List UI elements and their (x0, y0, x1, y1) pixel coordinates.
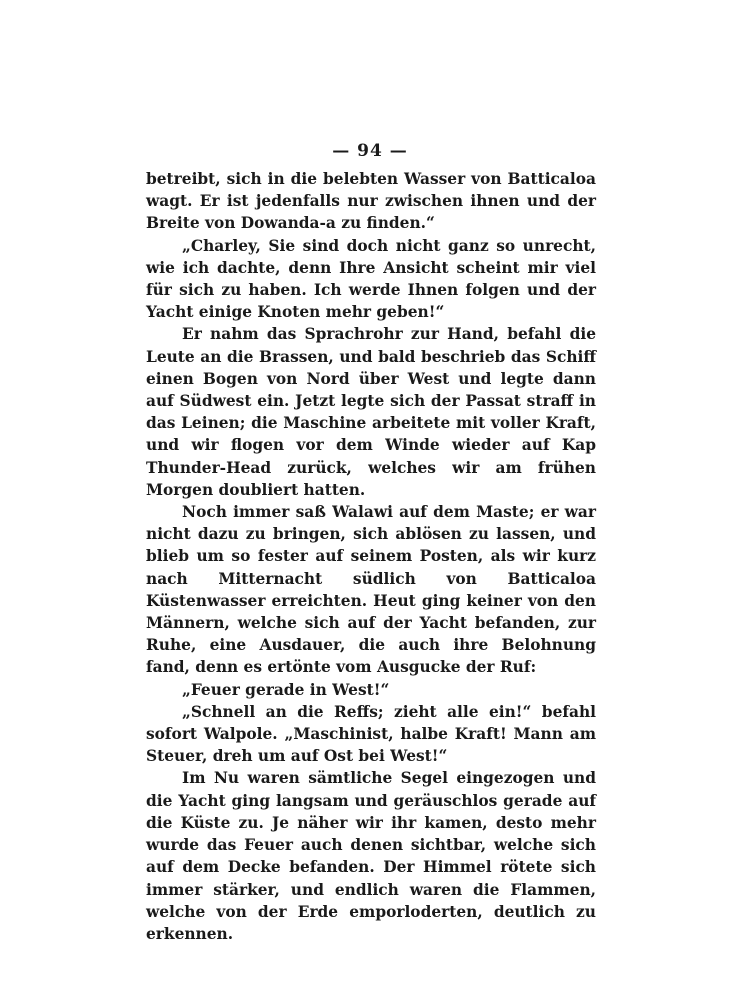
paragraph: Noch immer saß Walawi auf dem Maste; er war nicht dazu zu bringen, sich ablösen zu lassen, und blieb um so fester auf seinem Posten, als wir kurz nach Mitternacht südlich von Batticaloa Küstenwasser erreichten. Heut ging keiner von den Männern, welche sich auf der Yacht befanden, zur Ruhe, eine Ausdauer, die auch ihre Belohnung fand, denn es ertönte vom Ausgucke der Ruf: (146, 503, 596, 677)
paragraph: Er nahm das Sprachrohr zur Hand, befahl die Leute an die Brassen, und bald beschrieb das Schiff einen Bogen von Nord über West und legte dann auf Südwest ein. Jetzt legte sich der Passat straff in das Leinen; die Maschine arbeitete mit voller Kraft, und wir flogen vor dem Winde wieder auf Kap Thunder-Head zurück, welches wir am frühen Morgen doubliert hatten. (146, 325, 596, 499)
paragraph: Im Nu waren sämtliche Segel eingezogen und die Yacht ging langsam und geräuschlos gerade auf die Küste zu. Je näher wir ihr kamen, desto mehr wurde das Feuer auch denen sichtbar, welche sich auf dem Decke befanden. Der Himmel rötete sich immer stärker, und endlich waren die Flammen, welche von der Erde emporloderten, deutlich zu erkennen. (146, 769, 596, 943)
paragraph: „Schnell an die Reffs; zieht alle ein!“ befahl sofort Walpole. „Maschinist, halbe Kraft! Mann am Steuer, dreh um auf Ost bei West!“ (146, 702, 596, 766)
paragraph: „Feuer gerade in West!“ (182, 680, 390, 699)
paragraph: betreibt, sich in die belebten Wasser von Batticaloa wagt. Er ist jedenfalls nur zwischen ihnen und der Breite von Dowanda-a zu finden.“ (146, 170, 596, 233)
body-text (146, 168, 596, 945)
page-number: — 94 — (332, 141, 408, 161)
paragraph: „Charley, Sie sind doch nicht ganz so unrecht, wie ich dachte, denn Ihre Ansicht scheint mir viel für sich zu haben. Ich werde Ihnen folgen und der Yacht einige Knoten mehr geben!“ (146, 236, 596, 322)
